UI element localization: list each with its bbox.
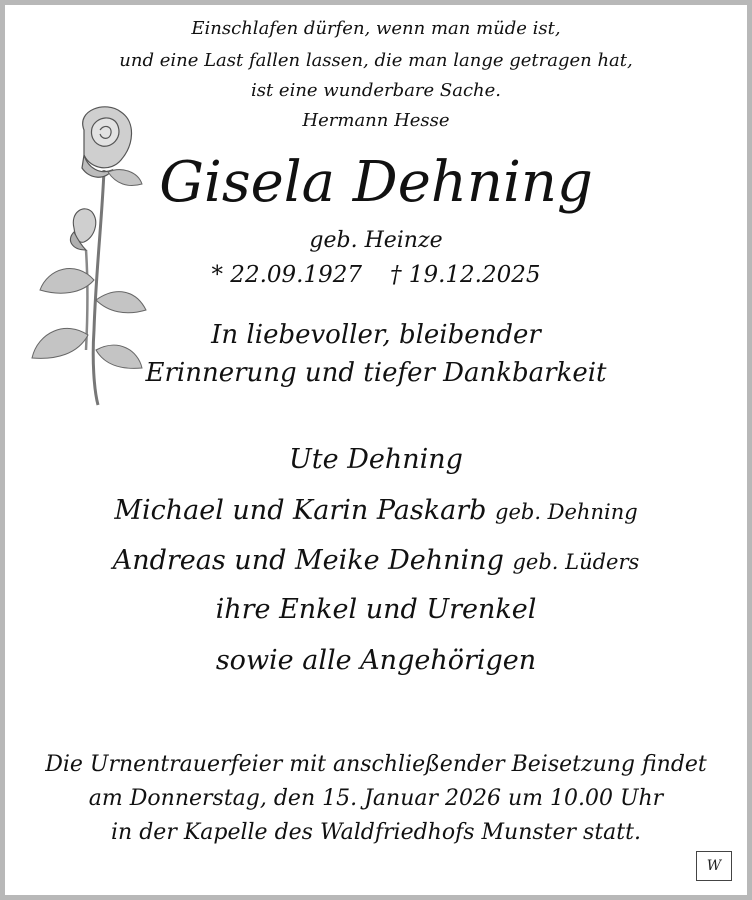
death-date: † 19.12.2025 xyxy=(390,262,541,288)
family-line xyxy=(0,495,752,526)
dates xyxy=(0,262,752,288)
family-name: Andreas und Meike Dehning xyxy=(112,545,504,576)
family-note: geb. Dehning xyxy=(495,500,638,524)
memory-line-1: In liebevoller, bleibender xyxy=(211,320,541,350)
family-note: geb. Lüders xyxy=(512,550,640,574)
deceased-name: Gisela Dehning xyxy=(159,150,593,215)
quote-author: Hermann Hesse xyxy=(302,110,450,131)
publisher-logo-icon: W xyxy=(696,851,732,881)
family-name: sowie alle Angehörigen xyxy=(215,645,537,676)
memory-line-2: Erinnerung und tiefer Dankbarkeit xyxy=(145,358,607,388)
quote-line-1: Einschlafen dürfen, wenn man müde ist, xyxy=(191,18,561,39)
family-line xyxy=(0,545,752,576)
family-name: Ute Dehning xyxy=(289,444,463,475)
family-line xyxy=(0,645,752,676)
family-line xyxy=(0,444,752,475)
ceremony-line-3: in der Kapelle des Waldfriedhofs Munster statt. xyxy=(111,820,641,845)
quote-line-2: und eine Last fallen lassen, die man lange getragen hat, xyxy=(119,50,633,71)
ceremony-line-2: am Donnerstag, den 15. Januar 2026 um 10.00 Uhr xyxy=(88,786,664,811)
birth-date: * 22.09.1927 xyxy=(211,262,362,288)
quote-line-3: ist eine wunderbare Sache. xyxy=(250,80,502,101)
family-name: Michael und Karin Paskarb xyxy=(114,495,487,526)
ceremony-line-1: Die Urnentrauerfeier mit anschließender Beisetzung findet xyxy=(45,752,707,777)
birth-name: geb. Heinze xyxy=(309,228,443,253)
family-name: ihre Enkel und Urenkel xyxy=(215,594,537,625)
family-line xyxy=(0,594,752,625)
